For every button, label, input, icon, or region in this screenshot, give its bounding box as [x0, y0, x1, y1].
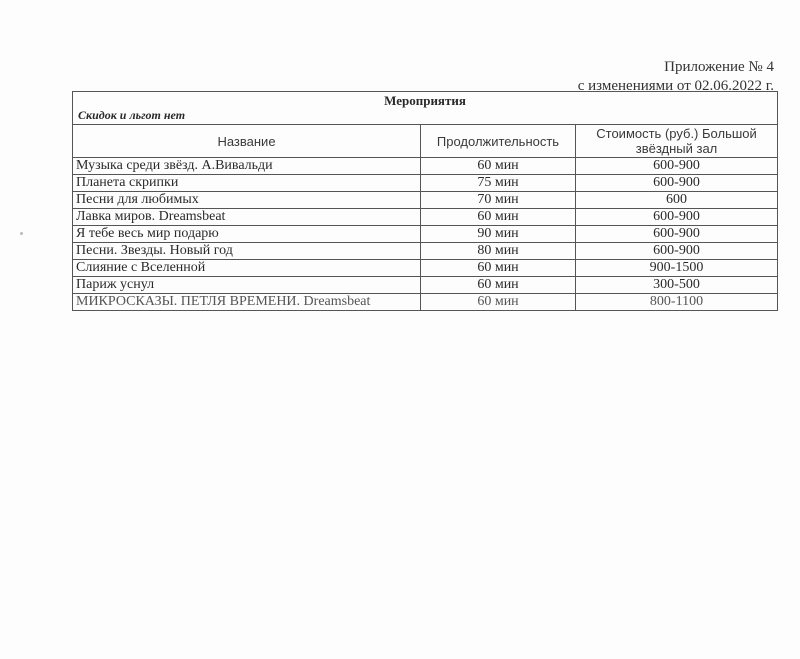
- table-row: [73, 209, 778, 226]
- row-price-cell: 600-900: [576, 175, 778, 192]
- row-name-cell: Песни для любимых: [73, 192, 421, 209]
- row-price-cell: 600-900: [576, 158, 778, 175]
- table-row: [73, 192, 778, 209]
- row-name-cell: Песни. Звезды. Новый год: [73, 243, 421, 260]
- row-duration-cell: 75 мин: [421, 175, 576, 192]
- column-header-duration: Продолжительность: [421, 125, 576, 158]
- table-body: [73, 158, 778, 311]
- table-subtitle: Скидок и льгот нет: [78, 108, 186, 122]
- row-name-cell: Париж уснул: [73, 277, 421, 294]
- row-name-cell: Я тебе весь мир подарю: [73, 226, 421, 243]
- table-title: Мероприятия: [384, 93, 466, 108]
- row-duration-cell: 60 мин: [421, 209, 576, 226]
- column-header-row: [73, 125, 778, 158]
- table-row: [73, 158, 778, 175]
- column-header-price: Стоимость (руб.) Большой звёздный зал: [576, 125, 778, 158]
- row-name-cell: Слияние с Вселенной: [73, 260, 421, 277]
- table-row: [73, 226, 778, 243]
- row-price-cell: 600-900: [576, 226, 778, 243]
- row-price-cell: 600-900: [576, 209, 778, 226]
- column-header-name: Название: [73, 125, 421, 158]
- row-name-cell: МИКРОСКАЗЫ. ПЕТЛЯ ВРЕМЕНИ. Dreamsbeat: [73, 294, 421, 311]
- appendix-number: Приложение № 4: [664, 59, 774, 75]
- row-price-cell: 600-900: [576, 243, 778, 260]
- events-table: [72, 91, 778, 311]
- table-row: [73, 277, 778, 294]
- row-duration-cell: 60 мин: [421, 277, 576, 294]
- row-name-cell: Планета скрипки: [73, 175, 421, 192]
- row-duration-cell: 70 мин: [421, 192, 576, 209]
- row-duration-cell: 60 мин: [421, 158, 576, 175]
- row-duration-cell: 90 мин: [421, 226, 576, 243]
- row-price-cell: 900-1500: [576, 260, 778, 277]
- row-name-cell: Музыка среди звёзд. А.Вивальди: [73, 158, 421, 175]
- changes-date: с изменениями от 02.06.2022 г.: [577, 78, 774, 94]
- row-duration-cell: 60 мин: [421, 260, 576, 277]
- scan-dot: [20, 232, 23, 235]
- row-name-cell: Лавка миров. Dreamsbeat: [73, 209, 421, 226]
- table-title-cell: [73, 92, 778, 125]
- table-row: [73, 175, 778, 192]
- row-price-cell: 800-1100: [576, 294, 778, 311]
- table-row: [73, 260, 778, 277]
- row-duration-cell: 60 мин: [421, 294, 576, 311]
- row-duration-cell: 80 мин: [421, 243, 576, 260]
- table-row: [73, 294, 778, 311]
- row-price-cell: 300-500: [576, 277, 778, 294]
- table-title-row: [73, 92, 778, 125]
- table-row: [73, 243, 778, 260]
- row-price-cell: 600: [576, 192, 778, 209]
